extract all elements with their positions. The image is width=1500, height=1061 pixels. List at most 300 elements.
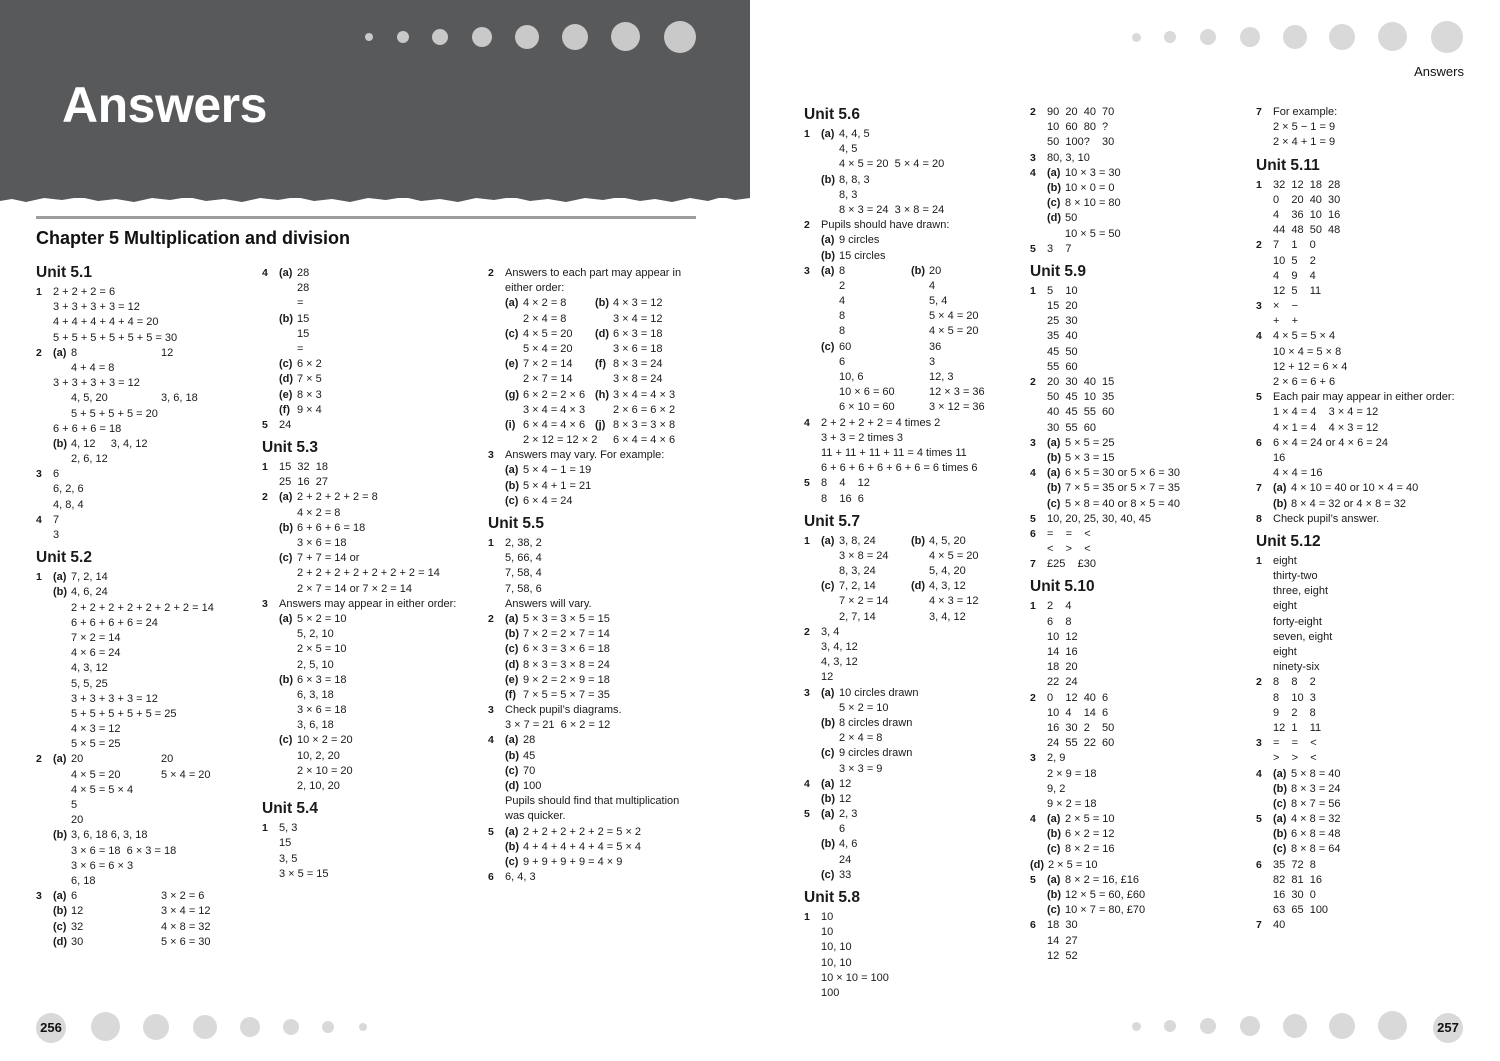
answer-line [1030, 691, 1235, 706]
answer-text: 4 × 10 = 40 or 10 × 4 = 40 [1291, 482, 1419, 495]
answer-line [804, 173, 1009, 188]
answer-text: 3 × 7 = 21 6 × 2 = 12 [505, 719, 611, 732]
unit-heading: Unit 5.10 [1030, 578, 1095, 596]
answer-text: 4 × 5 = 20 [523, 327, 573, 340]
part-letter: (a) [53, 346, 67, 359]
answer-text: 6 + 6 + 6 = 18 [297, 521, 366, 534]
unit-heading: Unit 5.2 [36, 549, 92, 567]
answer-text: 60 [839, 340, 852, 353]
page-number-right: 257 [1433, 1013, 1463, 1043]
answer-text: 5 × 6 = 30 [161, 935, 211, 948]
answer-line [1030, 949, 1235, 964]
answer-line [1030, 451, 1235, 466]
answer-text: < > < [1047, 543, 1091, 556]
part-letter: (a) [505, 612, 519, 625]
answer-line [36, 844, 241, 859]
answer-line [1030, 888, 1235, 903]
answer-line [1256, 238, 1471, 253]
answer-text: 2 × 5 − 1 = 9 [1273, 121, 1336, 134]
answer-text: 25 16 27 [279, 476, 328, 489]
answer-line [1256, 254, 1471, 269]
answer-line [1030, 299, 1235, 314]
answer-line [36, 828, 241, 843]
part-letter: (a) [1047, 813, 1061, 826]
part-letter: (a) [1047, 436, 1061, 449]
part-letter: (c) [279, 358, 293, 371]
answer-line [804, 340, 1009, 355]
answer-text: > > < [1273, 752, 1317, 765]
answer-text: 4 × 5 = 20 [929, 325, 979, 338]
answer-line [488, 673, 703, 688]
answer-text: 4, 5, 20 [929, 534, 966, 547]
answer-text: 6 + 6 + 6 + 6 = 24 [71, 616, 158, 629]
answer-text: 8 16 6 [821, 492, 864, 505]
question-number: 1 [262, 461, 268, 474]
answer-text: 8, 3, 24 [839, 565, 876, 578]
answer-line [262, 733, 467, 748]
part-letter: (d) [1047, 212, 1062, 225]
answer-line [804, 416, 1009, 431]
page-number-left: 256 [36, 1013, 66, 1043]
answer-line [1030, 660, 1235, 675]
answer-line [1256, 630, 1471, 645]
answer-line [488, 794, 703, 809]
answer-line [1030, 405, 1235, 420]
answer-line [1030, 557, 1235, 572]
part-letter: (a) [821, 808, 835, 821]
answer-text: 3, 4 [821, 625, 840, 638]
answer-line [262, 627, 467, 642]
answer-text: 2 × 5 = 10 [297, 643, 347, 656]
part-letter: (c) [505, 643, 519, 656]
part-letter: (b) [1047, 181, 1062, 194]
question-number: 2 [262, 491, 268, 504]
answer-line [804, 549, 1009, 564]
part-letter: (f) [595, 358, 606, 371]
question-number: 3 [488, 704, 494, 717]
answer-line [36, 752, 241, 767]
answer-line [488, 658, 703, 673]
question-number: 6 [1030, 919, 1036, 932]
part-letter: (b) [1047, 451, 1062, 464]
part-letter: (b) [505, 749, 520, 762]
answer-text: 10 × 7 = 80, £70 [1065, 904, 1146, 917]
answer-line [1256, 842, 1471, 857]
answer-text: 7 × 2 = 14 [839, 595, 889, 608]
answer-text: 4, 3, 12 [821, 656, 858, 669]
answer-line [262, 551, 467, 566]
question-number: 2 [36, 346, 42, 359]
answer-text: three, eight [1273, 585, 1329, 598]
answer-text: 5, 4 [929, 295, 948, 308]
answer-text: 2 + 2 + 2 + 2 = 8 [297, 491, 378, 504]
answer-line [1030, 512, 1235, 527]
part-letter: (h) [595, 388, 610, 401]
part-letter: (a) [821, 686, 835, 699]
question-number: 6 [1030, 527, 1036, 540]
answer-line [262, 490, 467, 505]
part-letter: (c) [1047, 904, 1061, 917]
answer-text: 32 12 18 28 [1273, 178, 1341, 191]
answer-text: 8 × 3 = 3 × 8 = 24 [523, 658, 610, 671]
answer-text: 3, 6, 18 [161, 392, 198, 405]
answer-text: 5 × 8 = 40 or 8 × 5 = 40 [1065, 497, 1180, 510]
answer-text: 9 2 8 [1273, 706, 1316, 719]
answer-text: 5 × 8 = 40 [1291, 767, 1341, 780]
answer-text: 2, 9 [1047, 752, 1066, 765]
question-number: 5 [1256, 813, 1262, 826]
answer-text: 10 60 80 ? [1047, 121, 1109, 134]
answer-text: 2, 5, 10 [297, 658, 334, 671]
answer-line [262, 718, 467, 733]
answer-text: 3 × 5 = 15 [279, 867, 329, 880]
answer-text: 10, 6 [839, 371, 864, 383]
answer-text: 7 1 0 [1273, 239, 1316, 252]
answer-line [1256, 888, 1471, 903]
question-number: 2 [1256, 676, 1262, 689]
answer-text: 25 30 [1047, 315, 1078, 328]
unit-heading: Unit 5.9 [1030, 262, 1086, 280]
part-letter: (c) [1047, 197, 1061, 210]
answer-text: 3 × 6 = 18 [297, 537, 347, 549]
answer-text: 20 [71, 753, 84, 766]
answer-text: 70 [523, 764, 536, 777]
part-letter: (b) [505, 479, 520, 492]
part-letter: (a) [821, 128, 835, 140]
part-letter: (b) [53, 437, 68, 450]
answer-line [1030, 767, 1235, 782]
question-number: 5 [804, 477, 810, 490]
answer-text: 6, 18 [71, 874, 96, 887]
answer-text: 82 81 16 [1273, 873, 1322, 886]
answer-text: 3 × 6 = 6 × 3 [71, 859, 134, 872]
answer-line [488, 479, 703, 494]
answer-line [36, 452, 241, 467]
answer-line [804, 233, 1009, 248]
answer-text: 4 × 3 = 12 [71, 723, 121, 736]
question-number: 3 [36, 468, 42, 481]
answer-line [36, 437, 241, 452]
answer-text: 7, 58, 6 [505, 582, 542, 595]
answer-line [36, 631, 241, 646]
answer-text: 15 [279, 837, 292, 850]
answer-text: 8, 8, 3 [839, 173, 870, 186]
answer-text: 20 [71, 814, 84, 827]
part-letter: (c) [279, 734, 293, 747]
answer-line [1256, 314, 1471, 329]
part-letter: (b) [595, 297, 610, 310]
answer-line [804, 534, 1009, 549]
part-letter: (b) [279, 312, 294, 325]
running-head: Answers [1414, 64, 1464, 79]
answer-text: 8, 3 [839, 188, 858, 201]
part-letter: (a) [1047, 166, 1061, 179]
answer-text: 24 [279, 418, 292, 431]
part-letter: (b) [821, 716, 836, 729]
answer-text: 0 12 40 6 [1047, 691, 1109, 704]
question-number: 3 [488, 449, 494, 462]
answer-line [36, 528, 241, 543]
part-letter: (b) [53, 905, 68, 918]
answer-text: 9 circles drawn [839, 747, 913, 760]
answer-text: 5, 2, 10 [297, 628, 334, 641]
answer-line [36, 889, 241, 904]
answer-text: 4 × 3 = 12 [613, 297, 663, 310]
answer-line [36, 391, 241, 406]
answer-text: 7, 2, 14 [71, 571, 108, 584]
answer-line [36, 361, 241, 376]
answer-line [804, 792, 1009, 807]
answer-line [262, 460, 467, 475]
part-letter: (b) [911, 534, 926, 547]
answer-line [804, 731, 1009, 746]
question-number: 4 [1030, 467, 1036, 480]
answer-text: 8 × 3 [297, 388, 322, 401]
answer-line [488, 703, 703, 718]
answer-text: 6 × 10 = 60 [839, 401, 895, 414]
answer-text: 6 [53, 468, 60, 481]
answers-column [1256, 105, 1471, 934]
part-letter: (e) [505, 358, 519, 371]
question-number: 4 [804, 777, 810, 790]
answer-text: 6 × 4 = 4 × 6 [613, 434, 676, 447]
answer-line [1030, 903, 1235, 918]
answer-text: 6 × 2 [297, 358, 322, 371]
answer-line [1256, 299, 1471, 314]
answer-text: = [297, 297, 304, 310]
answer-text: 3 × 4 = 4 × 3 [523, 403, 586, 416]
answer-text: 4 × 2 = 8 [297, 506, 341, 519]
answer-line [488, 463, 703, 478]
answer-text: 30 [71, 935, 84, 948]
answer-text: 12 × 5 = 60, £60 [1065, 889, 1146, 901]
answer-text: Answers may appear in either order: [279, 597, 457, 610]
answer-text: 8 × 2 = 16 [1065, 843, 1115, 856]
answer-text: 35 72 8 [1273, 858, 1316, 871]
answer-line [1256, 645, 1471, 660]
answer-line [1256, 675, 1471, 690]
answer-text: 4 × 5 = 5 × 4 [1273, 330, 1336, 343]
answer-text: 14 27 [1047, 934, 1078, 947]
answer-text: 2 + 2 + 2 + 2 + 2 + 2 + 2 = 14 [71, 601, 214, 614]
answer-line [36, 935, 241, 950]
answer-text: 6 × 2 = 2 × 6 [523, 388, 586, 401]
question-number: 6 [1256, 436, 1262, 449]
answer-text: 4 × 8 = 32 [1291, 813, 1341, 826]
answer-line [1030, 782, 1235, 797]
answer-text: eight [1273, 600, 1297, 613]
answer-line [488, 296, 703, 311]
answer-line [1256, 782, 1471, 797]
question-number: 4 [1030, 166, 1036, 179]
answer-text: 6 × 3 = 18 [297, 673, 347, 686]
answer-line [1256, 466, 1471, 481]
part-letter: (i) [505, 418, 516, 431]
answer-line [1256, 584, 1471, 599]
answer-line [488, 327, 703, 342]
answer-line [1256, 812, 1471, 827]
answer-text: 2 × 9 = 18 [1047, 767, 1097, 780]
answer-text: 6, 4, 3 [505, 871, 536, 884]
answer-text: 10, 10 [821, 956, 852, 969]
answer-line [804, 940, 1009, 955]
answer-line [1030, 675, 1235, 690]
answer-line [262, 566, 467, 581]
answer-line [36, 482, 241, 497]
answer-line [1030, 314, 1235, 329]
answer-text: 14 16 [1047, 646, 1078, 658]
answer-text: 16 [1273, 451, 1286, 464]
answer-line [488, 494, 703, 509]
answer-text: 2 × 4 + 1 = 9 [1273, 136, 1336, 149]
answer-line [262, 658, 467, 673]
answer-line [1256, 858, 1471, 873]
answer-line [1256, 193, 1471, 208]
answer-text: £25 £30 [1047, 558, 1096, 571]
answer-text: × − [1273, 300, 1299, 313]
question-number: 3 [1256, 300, 1262, 313]
answer-text: 12 × 3 = 36 [929, 386, 985, 399]
answer-text: 20 30 40 15 [1047, 376, 1115, 388]
answer-text: 2 4 [1047, 600, 1072, 613]
question-number: 2 [1256, 239, 1262, 252]
question-number: 1 [804, 128, 810, 140]
answer-text: 55 60 [1047, 360, 1078, 373]
answer-line [262, 266, 467, 281]
question-number: 5 [1030, 873, 1036, 886]
answer-text: 10 [821, 911, 834, 923]
answer-line [488, 612, 703, 627]
answer-text: 10, 2, 20 [297, 749, 340, 762]
answer-line [804, 492, 1009, 507]
question-number: 4 [1256, 767, 1262, 780]
part-letter: (b) [505, 628, 520, 641]
answer-line [36, 422, 241, 437]
answer-text: 2 × 5 = 10 [1048, 858, 1098, 871]
answer-line [1030, 345, 1235, 360]
answer-text: 6 × 4 = 24 [523, 494, 573, 507]
answer-line [804, 324, 1009, 339]
answer-text: 9 × 2 = 18 [1047, 797, 1097, 810]
answer-line [1030, 284, 1235, 299]
answer-line [1030, 630, 1235, 645]
question-number: 5 [488, 825, 494, 838]
answer-text: 6 + 6 + 6 = 18 [53, 422, 122, 435]
answer-text: 4, 8, 4 [53, 498, 84, 511]
answer-line [1030, 151, 1235, 166]
answer-line [262, 418, 467, 433]
answer-line [1256, 767, 1471, 782]
answer-text: 4, 3, 12 [929, 580, 966, 593]
part-letter: (a) [505, 464, 519, 477]
part-letter: (b) [1273, 782, 1288, 795]
answer-text: 5 × 5 = 25 [71, 738, 121, 751]
answer-text: 3 7 [1047, 242, 1072, 255]
answer-text: 24 55 22 60 [1047, 737, 1115, 750]
answer-text: 4 + 4 = 8 [71, 361, 115, 374]
answer-text: 10 circles drawn [839, 686, 919, 699]
answer-text: 7 + 7 = 14 or [297, 552, 360, 565]
answer-line [488, 718, 703, 733]
answer-line [36, 601, 241, 616]
answer-line [804, 956, 1009, 971]
answer-line [804, 910, 1009, 925]
part-letter: (d) [505, 780, 520, 792]
unit-heading: Unit 5.6 [804, 106, 860, 123]
answer-text: 3, 4, 12 [929, 610, 966, 623]
answer-line [1256, 827, 1471, 842]
answer-text: 5 × 3 = 3 × 5 = 15 [523, 612, 610, 625]
part-letter: (b) [821, 838, 836, 851]
answer-text: 3 × 6 = 18 6 × 3 = 18 [71, 844, 177, 857]
part-letter: (d) [1030, 858, 1045, 871]
answer-text: 7 × 5 = 5 × 7 = 35 [523, 688, 610, 701]
answer-text: 2, 3 [839, 808, 858, 821]
answer-line [488, 281, 703, 296]
answer-line [1030, 497, 1235, 512]
answer-line [1256, 105, 1471, 120]
question-number: 3 [1256, 737, 1262, 750]
part-letter: (c) [821, 580, 835, 593]
answer-line [804, 925, 1009, 940]
part-letter: (c) [1273, 843, 1287, 856]
chapter-title: Chapter 5 Multiplication and division [36, 228, 351, 248]
answer-text: 3 × 2 = 6 [161, 890, 205, 903]
answer-text: 2 × 6 = 6 × 2 [613, 403, 676, 416]
answer-text: 12 1 11 [1273, 721, 1322, 734]
answer-text: eight [1273, 646, 1297, 658]
answer-text: 5, 4, 20 [929, 565, 966, 578]
answer-line [804, 655, 1009, 670]
answer-line [804, 355, 1009, 370]
answer-line [804, 686, 1009, 701]
answer-line [1256, 706, 1471, 721]
answer-line [804, 777, 1009, 792]
answer-line [1256, 554, 1471, 569]
answer-line [804, 294, 1009, 309]
answer-line [1030, 615, 1235, 630]
part-letter: (f) [505, 688, 516, 701]
answer-line [36, 661, 241, 676]
part-letter: (c) [1047, 843, 1061, 856]
answer-line [1030, 542, 1235, 557]
torn-edge-decoration [0, 188, 750, 210]
answer-line [1256, 721, 1471, 736]
answer-text: 10 × 3 = 30 [1065, 166, 1121, 179]
answer-text: 2 × 4 = 8 [839, 732, 883, 745]
answer-text: 4 9 4 [1273, 269, 1316, 282]
part-letter: (b) [53, 829, 68, 842]
question-number: 1 [804, 911, 810, 923]
answer-line [1030, 858, 1235, 873]
answer-text: 8 × 4 = 32 or 4 × 8 = 32 [1291, 497, 1406, 510]
answer-text: 6 × 2 = 12 [1065, 828, 1115, 841]
answer-text: 5 × 4 = 20 [523, 342, 573, 355]
answer-line [804, 188, 1009, 203]
answer-line [804, 610, 1009, 625]
answer-text: 15 32 18 [279, 461, 328, 474]
answer-line [36, 722, 241, 737]
answer-text: was quicker. [505, 810, 566, 823]
answer-text: 12 + 12 = 6 × 4 [1273, 360, 1348, 373]
answer-line [1256, 345, 1471, 360]
part-letter: (d) [53, 935, 68, 948]
answer-line [488, 764, 703, 779]
question-number: 2 [804, 219, 810, 232]
answer-line [262, 281, 467, 296]
answer-text: 6 8 [1047, 615, 1072, 628]
answer-line [1256, 797, 1471, 812]
